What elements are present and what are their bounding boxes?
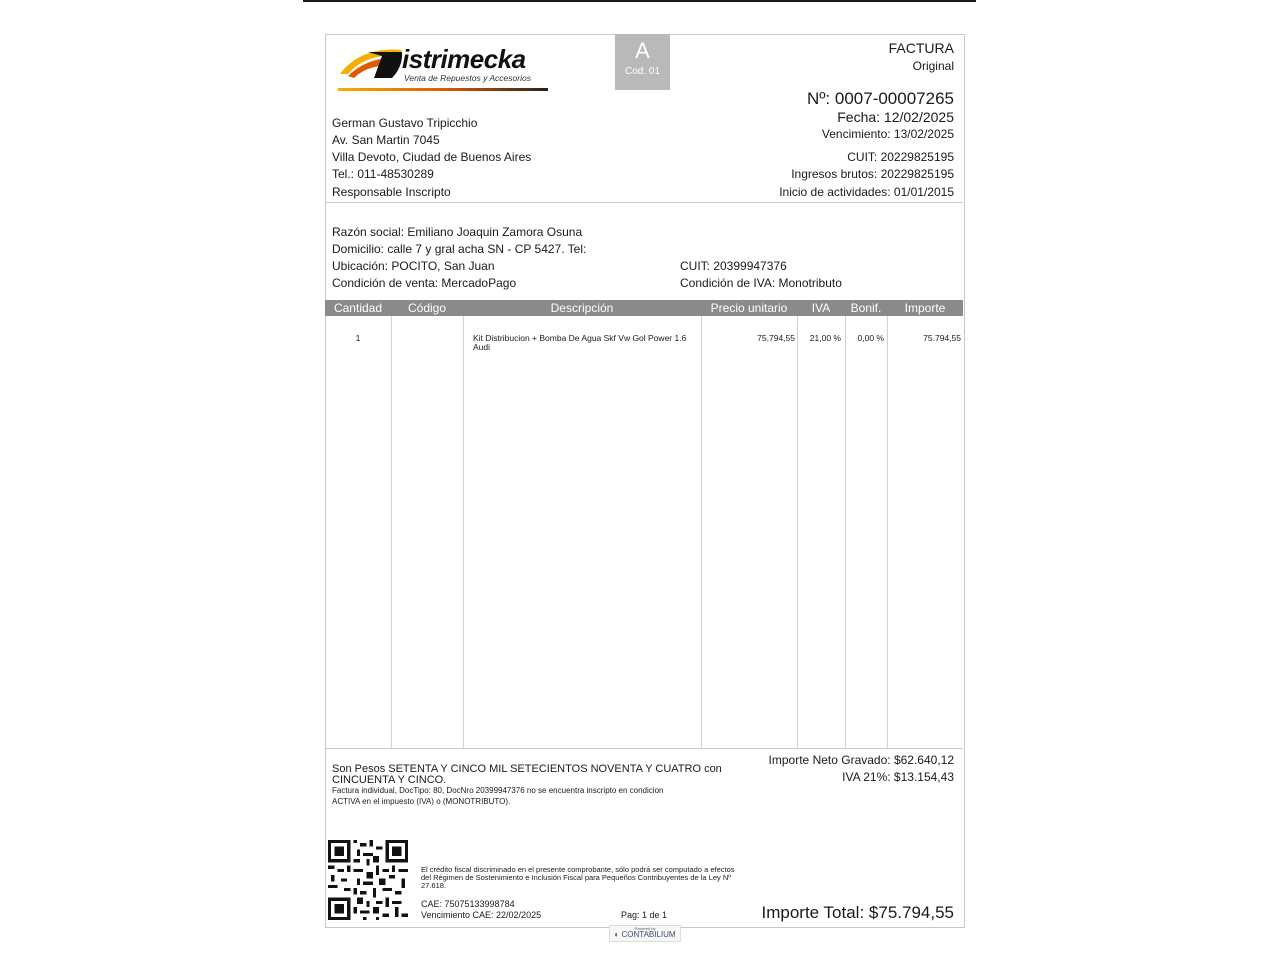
col-header-code: Código: [407, 301, 447, 315]
seller-tel: Tel.: 011-48530289: [332, 167, 434, 181]
seller-name: German Gustavo Tripicchio: [332, 116, 478, 130]
brand-logo: [338, 44, 558, 94]
cae-due-date: Vencimiento CAE: 22/02/2025: [421, 910, 542, 920]
client-address: Domicilio: calle 7 y gral acha SN - CP 5427. Tel:: [332, 242, 587, 256]
doc-date: Fecha: 12/02/2025: [837, 109, 954, 125]
client-name: Razón social: Emiliano Joaquin Zamora Osuna: [332, 225, 583, 239]
table-bottom-divider: [325, 748, 963, 749]
doc-number: Nº: 0007-00007265: [806, 89, 954, 108]
col-header-amount: Importe: [904, 301, 946, 315]
logo-underline: [338, 88, 548, 91]
page-indicator: Pag: 1 de 1: [621, 910, 668, 920]
col-divider: [887, 316, 888, 748]
invoice-type-code: Cod. 01: [624, 66, 661, 77]
client-location: Ubicación: POCITO, San Juan: [332, 259, 495, 273]
fiscal-note-end: 27.618.: [421, 881, 447, 890]
contabilium-logo-icon: ◐: [614, 930, 620, 939]
items-table-header: [325, 300, 963, 316]
row-unit-price: 75.794,55: [757, 333, 795, 343]
powered-by-badge: [609, 925, 681, 942]
row-discount: 0,00 %: [857, 333, 884, 343]
seller-city: Villa Devoto, Ciudad de Buenos Aires: [332, 150, 532, 164]
col-divider: [797, 316, 798, 748]
iva-amount: IVA 21%: $13.154,43: [842, 770, 954, 784]
invoice-type-box: [615, 34, 670, 90]
header-divider: [325, 202, 963, 203]
qr-code: [328, 840, 408, 920]
net-taxed-amount: Importe Neto Gravado: $62.640,12: [768, 753, 954, 767]
grand-total: Importe Total: $75.794,55: [761, 903, 954, 922]
col-header-unit-price: Precio unitario: [710, 301, 788, 315]
cae-number: CAE: 75075133998784: [421, 899, 515, 909]
fiscal-note: El crédito fiscal discriminado en el presente comprobante, sólo podrá ser computado a efectos: [421, 865, 735, 874]
seller-gross-income: Ingresos brutos: 20229825195: [791, 167, 954, 181]
invoice-note-cont: ACTIVA en el impuesto (IVA) o (MONOTRIBUTO).: [332, 797, 511, 806]
row-amount: 75.794,55: [923, 333, 961, 343]
brand-subtitle: Venta de Repuestos y Accesorios: [404, 73, 531, 83]
col-divider: [463, 316, 464, 748]
row-iva: 21,00 %: [809, 333, 841, 343]
seller-condition: Responsable Inscripto: [332, 185, 451, 199]
seller-start-date: Inicio de actividades: 01/01/2015: [779, 185, 954, 199]
client-iva-condition: Condición de IVA: Monotributo: [680, 276, 842, 290]
amount-in-words-cont: CINCUENTA Y CINCO.: [332, 774, 447, 786]
invoice-type-letter: A: [635, 38, 650, 63]
doc-copy: Original: [912, 59, 954, 73]
top-divider: [303, 0, 976, 2]
brand-name: istrimecka: [402, 44, 526, 74]
col-divider: [391, 316, 392, 748]
client-cuit: CUIT: 20399947376: [680, 259, 787, 273]
row-description: Kit Distribucion + Bomba De Agua Skf Vw Gol Power 1.6: [473, 333, 687, 343]
doc-due: Vencimiento: 13/02/2025: [821, 127, 954, 141]
client-sale-condition: Condición de venta: MercadoPago: [332, 276, 517, 290]
logo-d-swoosh-icon: [338, 46, 404, 82]
col-divider: [701, 316, 702, 748]
col-header-discount: Bonif.: [850, 301, 882, 315]
col-header-iva: IVA: [811, 301, 831, 315]
powered-by-label: Powered by: [634, 926, 656, 931]
doc-title: FACTURA: [888, 40, 954, 56]
seller-address: Av. San Martin 7045: [332, 133, 440, 147]
col-header-description: Descripción: [550, 301, 614, 315]
col-header-quantity: Cantidad: [333, 301, 383, 315]
row-quantity: 1: [355, 333, 361, 343]
col-divider: [845, 316, 846, 748]
invoice-note: Factura individual, DocTipo: 80, DocNro 20399947376 no se encuentra inscripto en condicion: [332, 786, 664, 795]
fiscal-note-cont: del Régimen de Sostenimiento e Inclusión Fiscal para Pequeños Contribuyentes de la Ley Nº: [421, 873, 732, 882]
seller-cuit: CUIT: 20229825195: [847, 150, 954, 164]
row-description-cont: Audi: [473, 342, 491, 352]
amount-in-words: Son Pesos SETENTA Y CINCO MIL SETECIENTOS NOVENTA Y CUATRO con: [332, 763, 722, 775]
powered-by-name: CONTABILIUM: [621, 930, 676, 939]
